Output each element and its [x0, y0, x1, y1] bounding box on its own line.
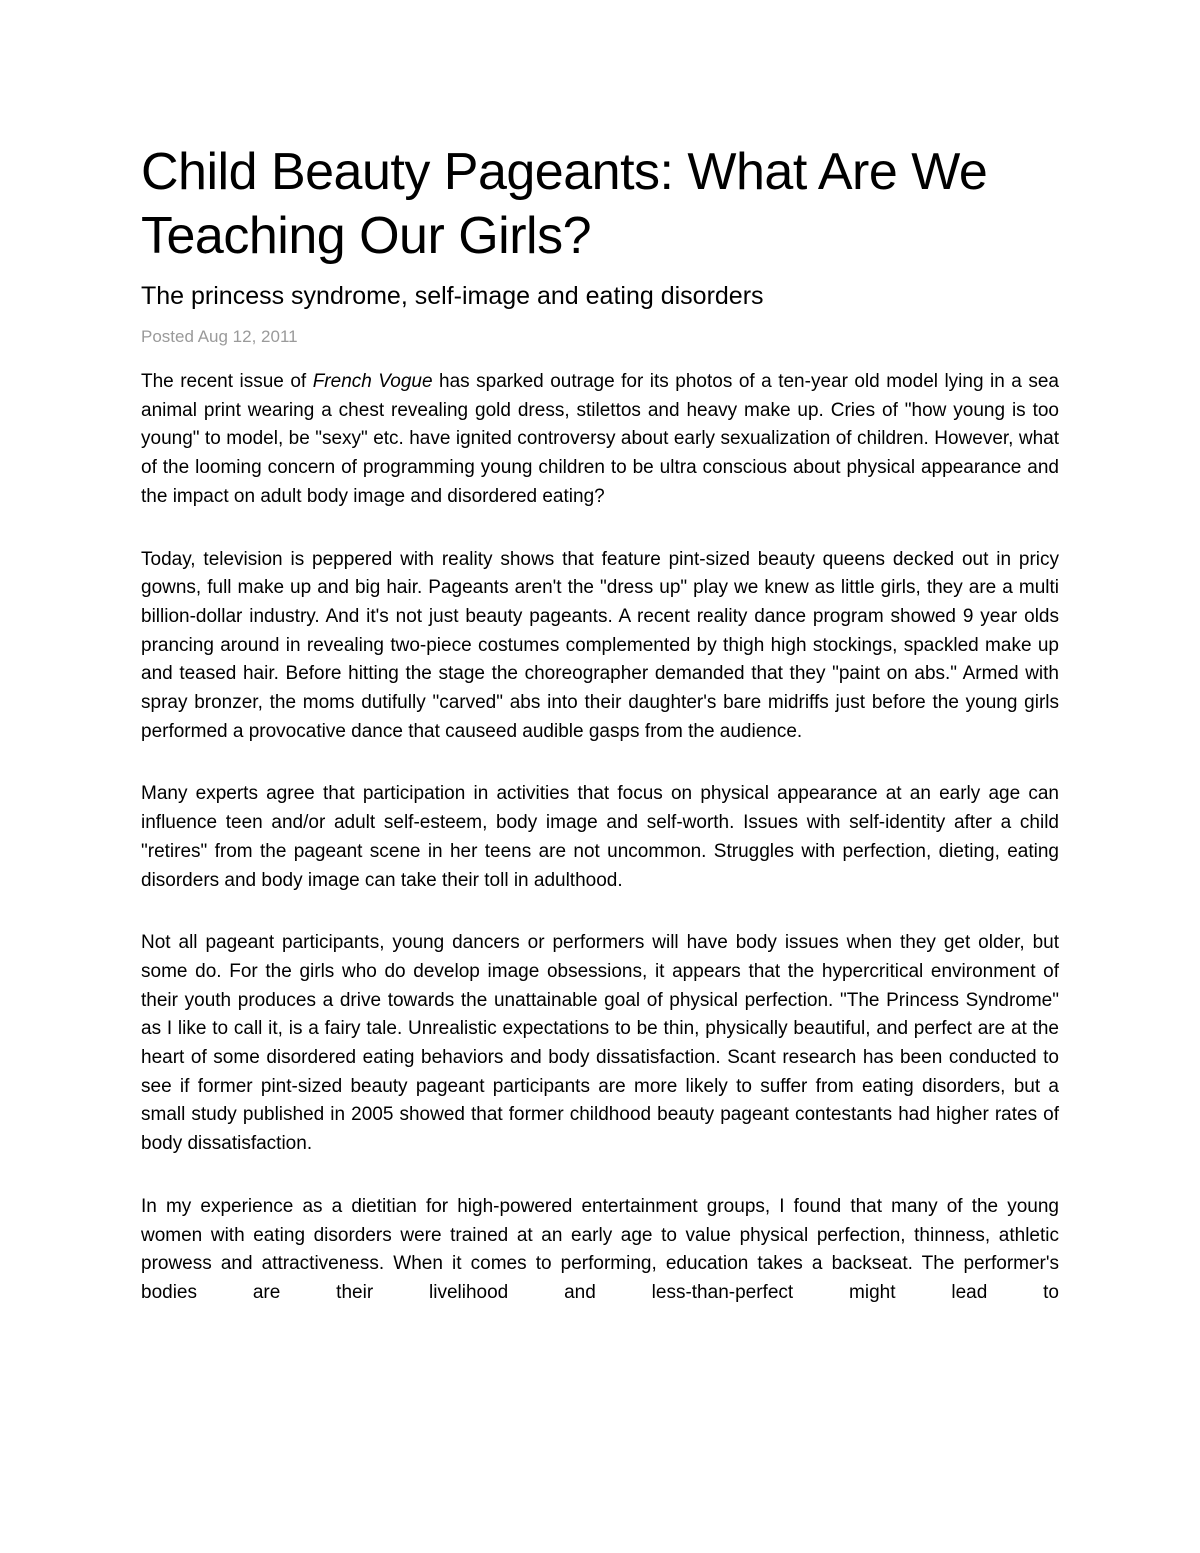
paragraph-1-text-b: has sparked outrage for its photos of a ten-year old model lying in a sea animal print wearing a chest revealing gold dress, stilettos and heavy make up. Cries of "how young is too young" to model, be "sexy" etc. have ignited controversy about early sexualization of children. However, what of the looming concern of programming young children to be ultra conscious about physical appearance and the impact on adult body image and disordered eating?: [141, 371, 1059, 507]
paragraph-3: Many experts agree that participation in activities that focus on physical appearance at an early age can influence teen and/or adult self-esteem, body image and self-worth. Issues with self-identity after a child "retires" from the pageant scene in her teens are not uncommon. Struggles with perfection, dieting, eating disorders and body image can take their toll in adulthood.: [141, 783, 1059, 891]
article-title: Child Beauty Pageants: What Are We Teaching Our Girls?: [141, 143, 988, 265]
paragraph-5: In my experience as a dietitian for high-powered entertainment groups, I found that many of the young women with eating disorders were trained at an early age to value physical perfection, thinness, athletic prowess and attractiveness. When it comes to performing, education takes a backseat. The performer's bodies are their livelihood and less-than-perfect might lead to: [141, 1195, 1059, 1303]
article-subtitle: The princess syndrome, self-image and eating disorders: [141, 282, 764, 310]
posted-date: Posted Aug 12, 2011: [141, 327, 298, 346]
paragraph-1-text-a: The recent issue of: [141, 371, 313, 392]
paragraph-2: Today, television is peppered with reality shows that feature pint-sized beauty queens decked out in pricy gowns, full make up and big hair. Pageants aren't the "dress up" play we knew as little girls, they are a multi billion-dollar industry. And it's not just beauty pageants. A recent reality dance program showed 9 year olds prancing around in revealing two-piece costumes complemented by thigh high stockings, spackled make up and teased hair. Before hitting the stage the choreographer demanded that they "paint on abs." Armed with spray bronzer, the moms dutifully "carved" abs into their daughter's bare midriffs just before the young girls performed a provocative dance that causeed audible gasps from the audience.: [141, 548, 1059, 742]
article-body: [141, 368, 1059, 1342]
paragraph-4: Not all pageant participants, young dancers or performers will have body issues when they get older, but some do. For the girls who do develop image obsessions, it appears that the hypercritical environment of their youth produces a drive towards the unattainable goal of physical perfection. "The Princess Syndrome" as I like to call it, is a fairy tale. Unrealistic expectations to be thin, physically beautiful, and perfect are at the heart of some disordered eating behaviors and body dissatisfaction. Scant research has been conducted to see if former pint-sized beauty pageant participants are more likely to suffer from eating disorders, but a small study published in 2005 showed that former childhood beauty pageant contestants had higher rates of body dissatisfaction.: [141, 932, 1059, 1155]
paragraph-1: [141, 368, 1059, 512]
publication-name: French Vogue: [312, 371, 433, 392]
